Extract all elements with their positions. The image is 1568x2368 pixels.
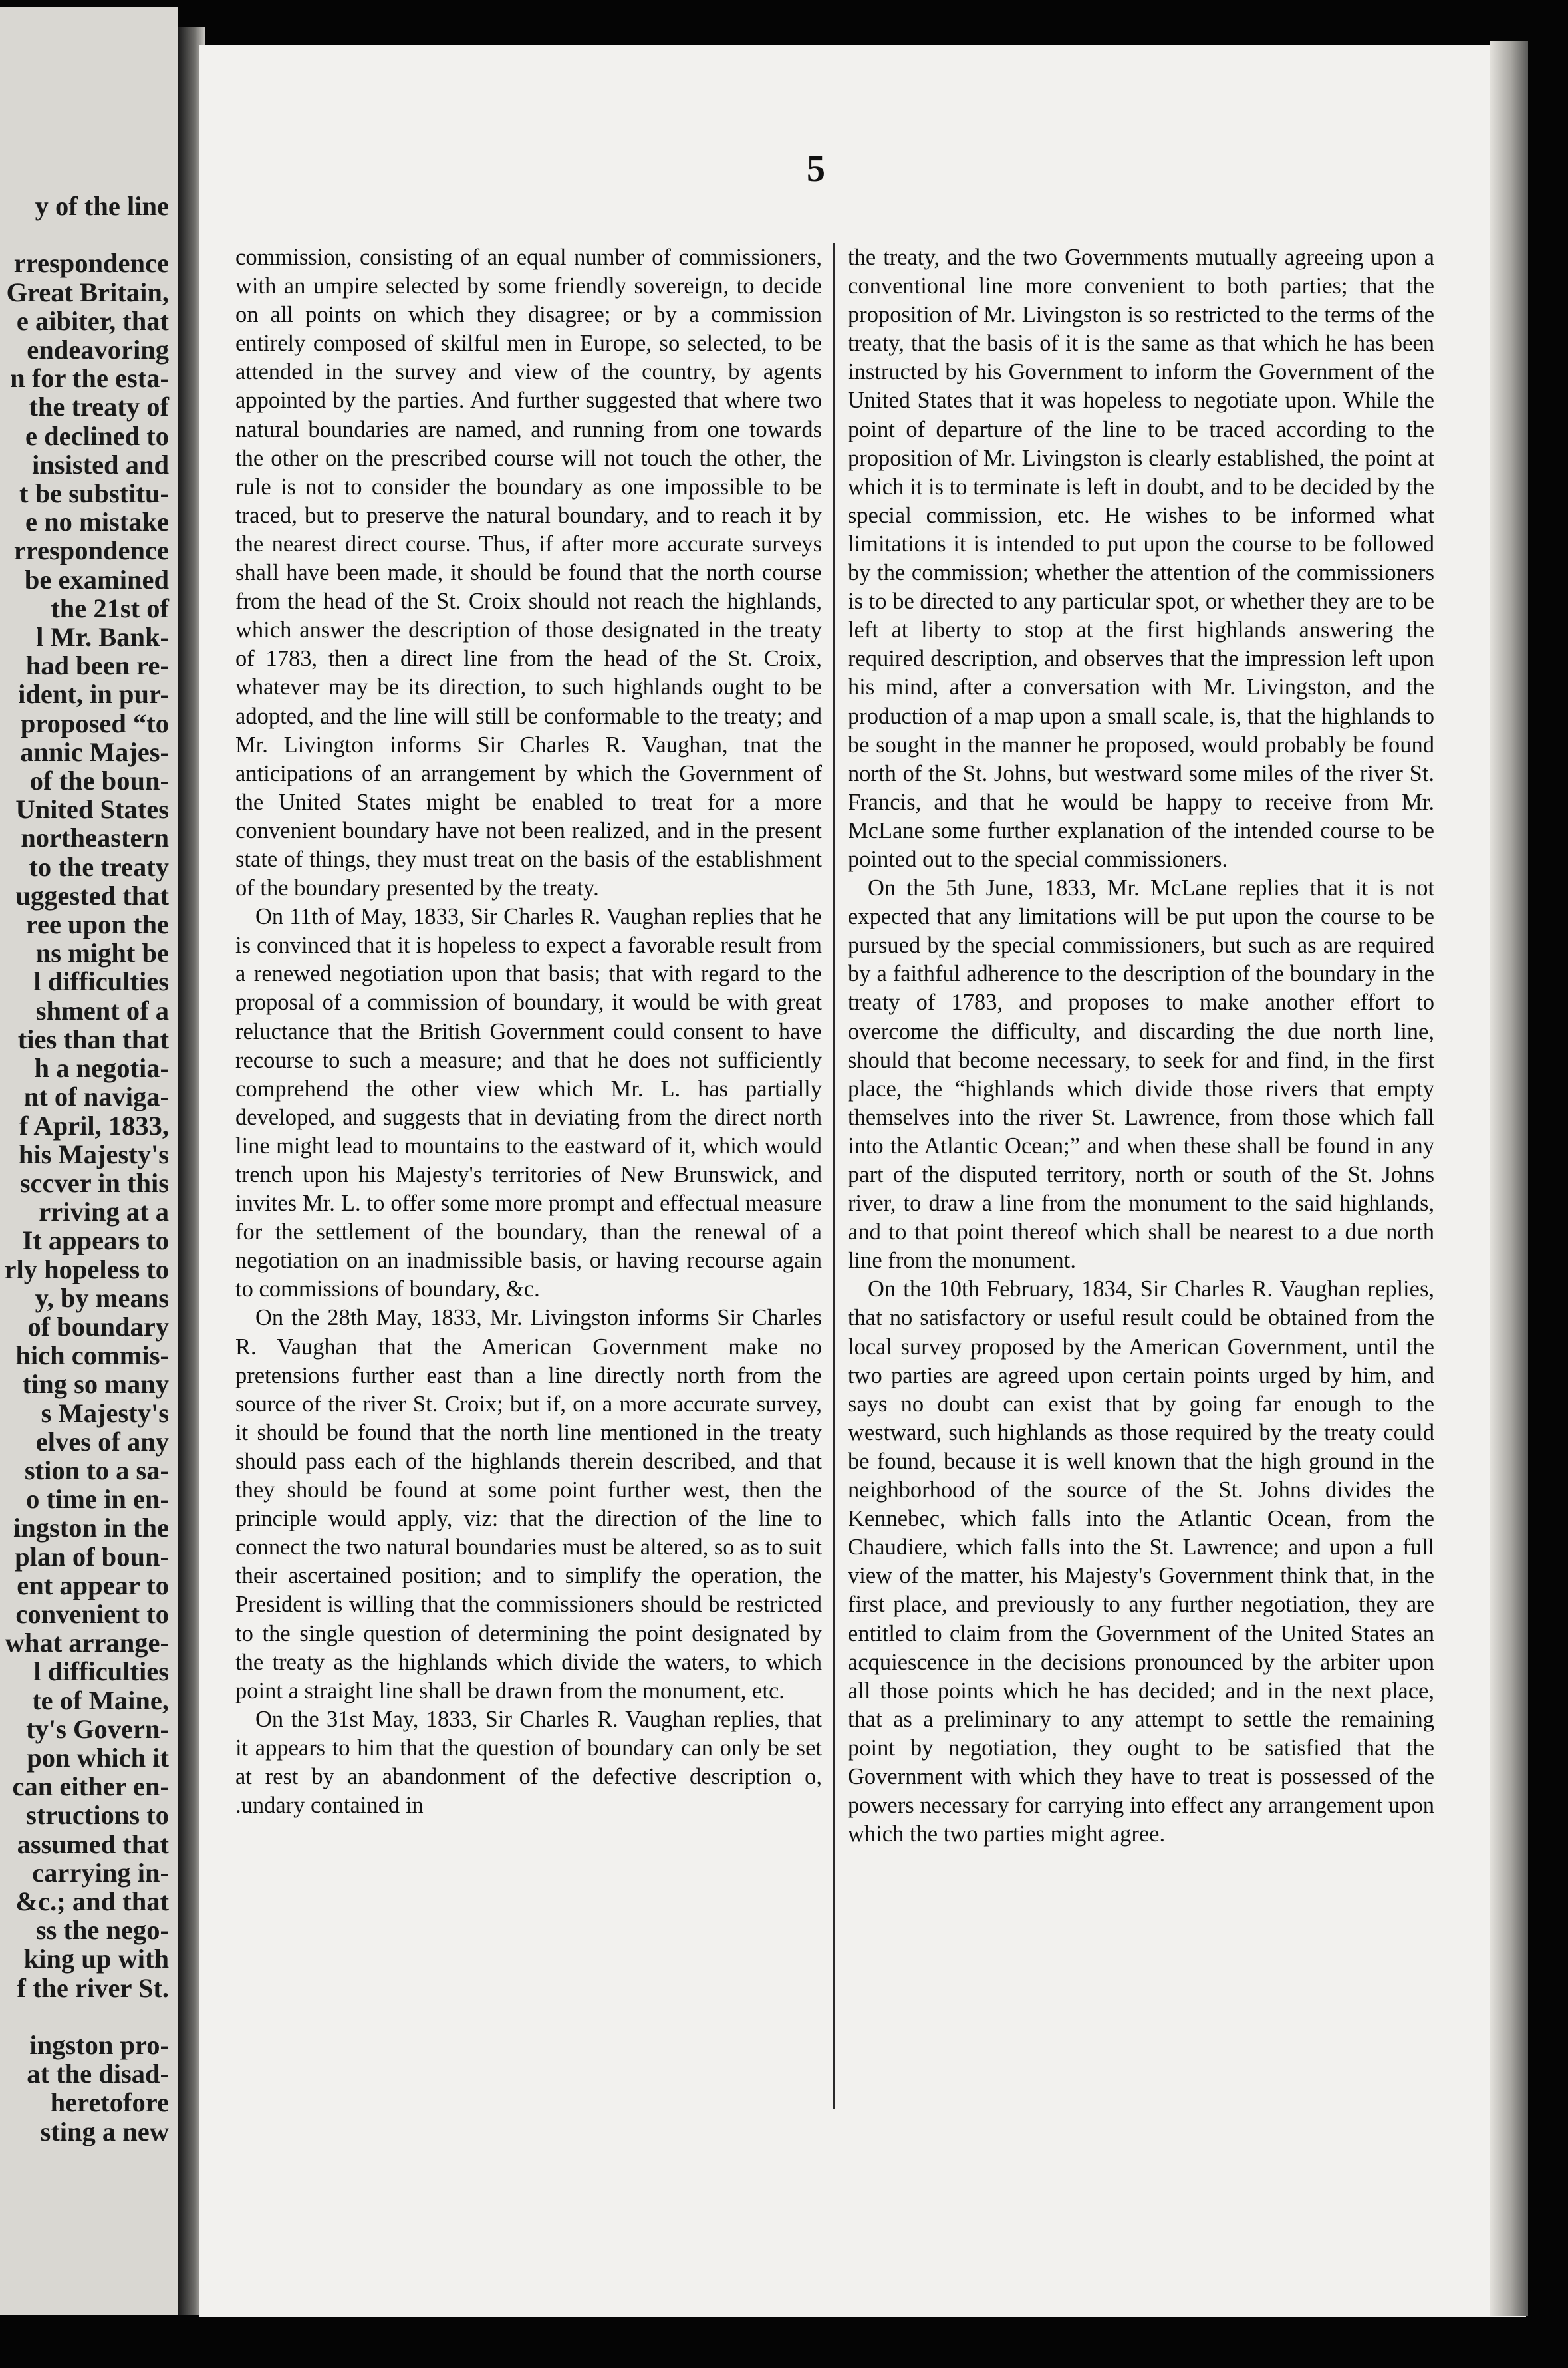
- previous-page-line: the 21st of: [51, 593, 169, 623]
- previous-page-line: annic Majes-: [20, 736, 169, 767]
- previous-page-line: e declined to: [25, 420, 169, 451]
- page-edge-shadow: [1490, 41, 1528, 2316]
- previous-page-line: t be substitu-: [19, 478, 169, 509]
- previous-page-line: [0, 220, 169, 249]
- previous-page-line: ingston in the: [13, 1513, 169, 1543]
- previous-page-line: rriving at a: [39, 1197, 169, 1227]
- previous-page-line: northeastern: [21, 823, 169, 853]
- paragraph: On the 10th February, 1834, Sir Charles R. Vaughan replies, that no satisfactory or useful result could be obtained from the local survey proposed by the American Government, until the two parties are agreed upon certain points urged by him, and says no doubt can exist that by going far enough to the westward, such highlands as those required by the treaty could be found, because it is well known that the high ground in the neighborhood of the source of the St. Johns divides the Kennebec, which falls into the Atlantic Ocean, from the Chaudiere, which falls into the St. Lawrence; and upon a full view of the matter, his Majesty's Government think that, in the first place, and previously to any further negotiation, they are entitled to claim from the Government of the United States an acquiescence in the decisions pronounced by the arbiter upon all those points which he has decided; and in the next place, that as a preliminary to any attempt to settle the remaining point by negotiation, they ought to be satisfied that the Government with which they have to treat is possessed of the powers necessary for carrying into effect any arrangement upon which the two parties might agree.: [848, 1276, 1434, 1847]
- previous-page-line: what arrange-: [5, 1628, 169, 1658]
- previous-page-line: structions to: [26, 1800, 169, 1831]
- previous-page-line: ns might be: [35, 938, 169, 968]
- previous-page-line: plan of boun-: [15, 1541, 169, 1572]
- previous-page-line: ree upon the: [25, 909, 169, 940]
- previous-page-line: convenient to: [15, 1598, 169, 1629]
- previous-page-line: ties than that: [17, 1024, 169, 1054]
- previous-page-line: of boundary: [27, 1311, 169, 1342]
- previous-page-line: sccver in this: [19, 1167, 169, 1198]
- paragraph: the treaty, and the two Governments mutually agreeing upon a conventional line more convenient to both parties; that the proposition of Mr. Livingston is so restricted to the terms of the treaty, that the basis of it is the same as that which he has been instructed by his Government to inform the Government of the United States that it was hopeless to negotiate upon. While the point of departure of the line to be traced according to the proposition of Mr. Livingston is clearly established, the point at which it is to terminate is left in doubt, and to be decided by the special commission, etc. He wishes to be informed what limitations it is intended to put upon the course to be followed by the commission; whether the attention of the commissioners is to be directed to any particular spot, or whether they are to be left at liberty to stop at the first highlands answering the required description, and observes that the impression left upon his mind, after a conversation with Mr. Livingston, and the production of a map upon a small scale, is, that the highlands to be sought in the manner he proposed, would probably be found north of the St. Johns, but westward some miles of the river St. Francis, and that he would be happy to receive from Mr. McLane some further explanation of the intended course to be pointed out to the special commissioners.: [848, 245, 1434, 872]
- previous-page-line: nt of naviga-: [23, 1082, 169, 1112]
- previous-page-line: at the disad-: [27, 2059, 169, 2089]
- paragraph: On the 31st May, 1833, Sir Charles R. Vaughan replies, that it appears to him that the question of boundary can only be set at rest by an abandonment of the defective description o, .undary contained in: [235, 1706, 822, 1819]
- previous-page-line: It appears to: [22, 1225, 169, 1256]
- previous-page-line: te of Maine,: [32, 1685, 169, 1715]
- previous-page-line: f the river St.: [17, 1972, 169, 2003]
- previous-page-line: elves of any: [35, 1426, 169, 1457]
- previous-page-line: United States: [15, 794, 169, 825]
- paragraph: On the 5th June, 1833, Mr. McLane replies that it is not expected that any limitations will be put upon the course to be pursued by the special commissioners, but such as are required by a faithful adherence to the description of the boundary in the treaty of 1783, and proposes to make another effort to overcome the difficulty, and discarding the due north line, should that become necessary, to seek for and find, in the first place, the “highlands which divide those rivers that empty themselves into the river St. Lawrence, from those which fall into the Atlantic Ocean;” and when these shall be found in any part of the disputed territory, north or south of the St. Johns river, to draw a line from the monument to the said highlands, and to that point thereof which shall be nearest to a due north line from the monument.: [848, 875, 1434, 1274]
- previous-page-line: ent appear to: [17, 1570, 169, 1600]
- previous-page-line: shment of a: [35, 995, 169, 1026]
- previous-page-line: ting so many: [22, 1369, 169, 1400]
- previous-page-line: y of the line: [35, 191, 169, 221]
- previous-page-line: insisted and: [32, 449, 169, 480]
- column-rule: [833, 243, 835, 2109]
- previous-page-line: rrespondence: [13, 248, 169, 279]
- previous-page-line: o time in en-: [26, 1484, 169, 1515]
- previous-page-line: f April, 1833,: [19, 1110, 169, 1141]
- page-number: 5: [807, 148, 825, 190]
- paragraph: On 11th of May, 1833, Sir Charles R. Vaughan replies that he is convinced that it is hopeless to expect a favorable result from a renewed negotiation upon that basis; that with regard to the proposal of a commission of boundary, it would be with great reluctance that the British Government could consent to have recourse to such a measure; and that he does not sufficiently comprehend the other view which Mr. L. has partially developed, and suggests that in deviating from the direct north line might lead to mountains to the eastward of it, which would trench upon his Majesty's territories of New Brunswick, and invites Mr. L. to offer some more prompt and effectual measure for the settlement of the boundary, than the renewal of a negotiation on an inadmissible basis, or having recourse again to commissions of boundary, &c.: [235, 904, 822, 1302]
- previous-page-line: stion to a sa-: [24, 1455, 169, 1485]
- previous-page-line: ss the nego-: [35, 1915, 169, 1946]
- previous-page-line: proposed “to: [20, 708, 169, 738]
- previous-page-line: pon which it: [27, 1742, 169, 1773]
- previous-page-line: to the treaty: [29, 851, 169, 882]
- previous-page-line: assumed that: [17, 1829, 169, 1859]
- previous-page-line: &c.; and that: [15, 1886, 169, 1916]
- previous-page-line: ty's Govern-: [26, 1713, 169, 1744]
- previous-page-line: endeavoring: [27, 335, 169, 365]
- previous-page-line: be examined: [24, 564, 169, 595]
- left-column: [235, 243, 822, 1820]
- previous-page-line: rly hopeless to: [4, 1254, 169, 1284]
- previous-page-line: the treaty of: [29, 392, 169, 422]
- previous-page-line: of the boun-: [29, 766, 169, 796]
- previous-page-line: y, by means: [35, 1282, 169, 1313]
- previous-page-line: hich commis-: [15, 1340, 169, 1371]
- previous-page-line: [0, 2002, 169, 2031]
- previous-page-line: sting a new: [40, 2116, 169, 2146]
- previous-page-line: king up with: [23, 1944, 169, 1974]
- previous-page-line: ident, in pur-: [18, 679, 169, 710]
- previous-page-line: his Majesty's: [18, 1139, 169, 1169]
- previous-page-line: had been re-: [25, 651, 169, 681]
- previous-page-line: n for the esta-: [10, 363, 169, 394]
- previous-page-text: [0, 192, 169, 2146]
- previous-page-line: l difficulties: [33, 966, 169, 997]
- previous-page-line: l difficulties: [33, 1656, 169, 1687]
- previous-page-line: e no mistake: [25, 507, 169, 537]
- previous-page-line: ingston pro-: [29, 2030, 169, 2060]
- previous-page-line: can either en-: [12, 1771, 169, 1802]
- previous-page-line: carrying in-: [32, 1857, 169, 1888]
- previous-page-line: rrespondence: [13, 535, 169, 566]
- previous-page-line: uggested that: [15, 880, 169, 911]
- previous-page-line: l Mr. Bank-: [36, 622, 169, 653]
- paragraph: commission, consisting of an equal number of commissioners, with an umpire selected by some friendly sovereign, to decide on all points on which they disagree; or by a commission entirely composed of skilful men in Europe, so selected, to be attended in the survey and view of the country, by agents appointed by the parties. And further suggested that where two natural boundaries are named, and running from one towards the other on the prescribed course will not touch the other, the rule is not to consider the boundary as one impossible to be traced, but to preserve the natural boundary, and to reach it by the nearest direct course. Thus, if after more accurate surveys shall have been made, it should be found that the north course from the head of the St. Croix should not reach the highlands, which answer the description of those designated in the treaty of 1783, then a direct line from the head of the St. Croix, whatever may be its direction, to such highlands ought to be adopted, and the line will still be conformable to the treaty; and Mr. Livington informs Sir Charles R. Vaughan, tnat the anticipations of an arrangement by which the Government of the United States might be enabled to treat for a more convenient boundary have not been realized, and in the present state of things, they must treat on the basis of the establishment of the boundary presented by the treaty.: [235, 245, 822, 901]
- previous-page-line: e aibiter, that: [16, 305, 169, 336]
- previous-page-line: s Majesty's: [41, 1398, 169, 1428]
- previous-page-line: Great Britain,: [6, 277, 169, 307]
- page: [199, 45, 1526, 2317]
- previous-page-line: h a negotia-: [34, 1053, 169, 1084]
- right-column: [848, 243, 1434, 1849]
- paragraph: On the 28th May, 1833, Mr. Livingston informs Sir Charles R. Vaughan that the American Government make no pretensions further east than a line directly north from the source of the river St. Croix; but if, on a more accurate survey, it should be found that the north line mentioned in the treaty should pass each of the highlands therein described, and that they should be found at some point further west, then the principle would apply, viz: that the direction of the line to connect the two natural boundaries must be altered, so as to suit their ascertained position; and to simplify the operation, the President is willing that the commissioners should be restricted to the single question of determining the point designated by the treaty as the highlands which divide the waters, to which point a straight line shall be drawn from the monument, etc.: [235, 1305, 822, 1703]
- previous-page-edge: [0, 7, 178, 2315]
- previous-page-line: heretofore: [50, 2087, 169, 2118]
